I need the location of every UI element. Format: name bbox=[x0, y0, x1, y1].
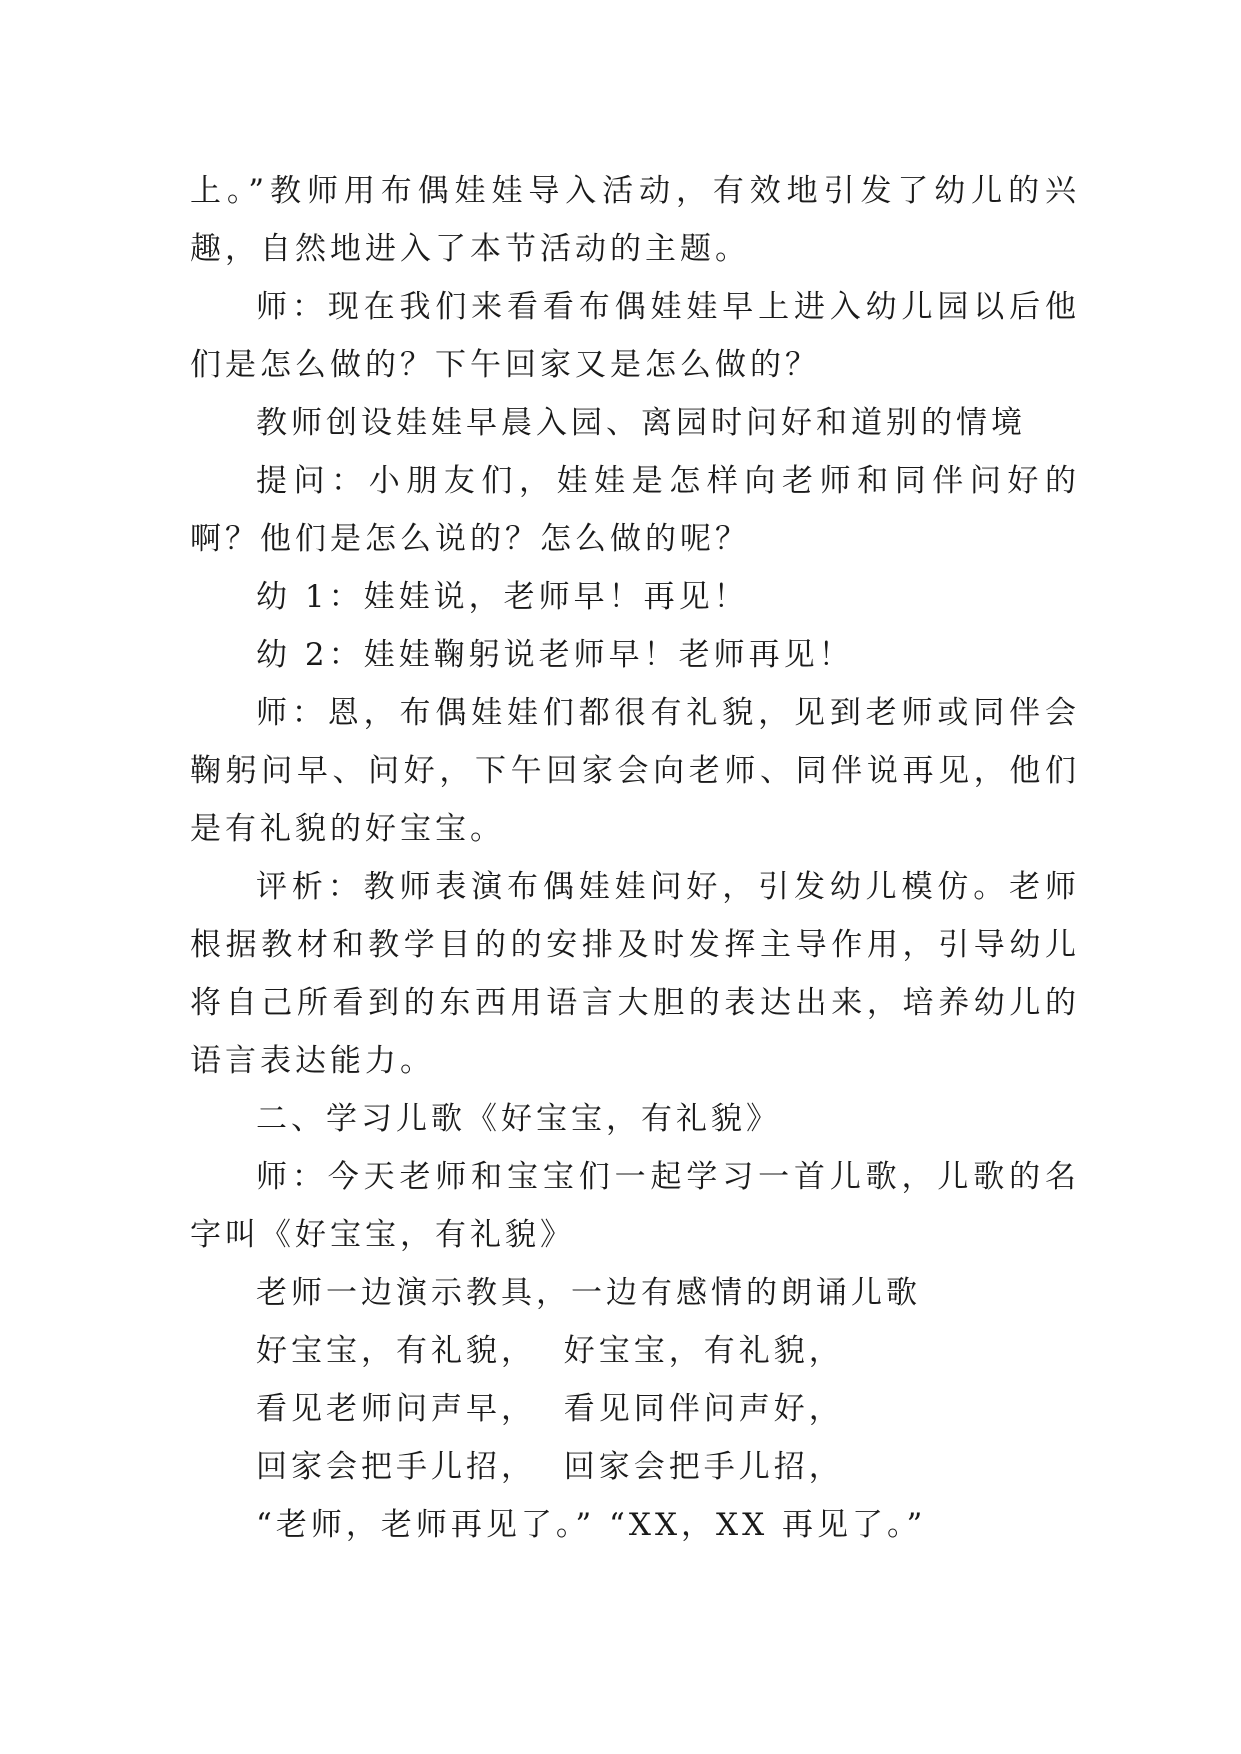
paragraph: 师：恩，布偶娃娃们都很有礼貌，见到老师或同伴会鞠躬问早、问好，下午回家会向老师、同伴说再见，他们是有礼貌的好宝宝。 bbox=[190, 695, 1080, 847]
paragraph: 提问：小朋友们，娃娃是怎样向老师和同伴问好的啊？他们是怎么说的？怎么做的呢？ bbox=[190, 463, 1080, 557]
poem-line: 回家会把手儿招， 回家会把手儿招， bbox=[256, 1449, 844, 1485]
paragraph: 评析：教师表演布偶娃娃问好，引发幼儿模仿。老师根据教材和教学目的的安排及时发挥主导作用，引导幼儿将自己所看到的东西用语言大胆的表达出来，培养幼儿的语言表达能力。 bbox=[190, 869, 1080, 1079]
paragraph: 师：现在我们来看看布偶娃娃早上进入幼儿园以后他们是怎么做的？下午回家又是怎么做的？ bbox=[190, 289, 1080, 383]
paragraph: 幼 1：娃娃说，老师早！再见！ bbox=[256, 579, 749, 615]
paragraph: 教师创设娃娃早晨入园、离园时问好和道别的情境 bbox=[256, 405, 1026, 441]
paragraph: 师：今天老师和宝宝们一起学习一首儿歌，儿歌的名字叫《好宝宝，有礼貌》 bbox=[190, 1159, 1080, 1253]
poem-line: 看见老师问声早， 看见同伴问声好， bbox=[256, 1391, 844, 1427]
paragraph: 幼 2：娃娃鞠躬说老师早！老师再见！ bbox=[256, 637, 854, 673]
poem-line: 好宝宝，有礼貌， 好宝宝，有礼貌， bbox=[256, 1333, 844, 1369]
section-heading: 二、学习儿歌《好宝宝，有礼貌》 bbox=[256, 1101, 781, 1137]
poem-line: “老师，老师再见了。” “XX，XX 再见了。” bbox=[256, 1507, 927, 1543]
document-body bbox=[190, 162, 1080, 1554]
paragraph: 老师一边演示教具，一边有感情的朗诵儿歌 bbox=[256, 1275, 921, 1311]
paragraph: 上。”教师用布偶娃娃导入活动，有效地引发了幼儿的兴趣，自然地进入了本节活动的主题。 bbox=[190, 173, 1080, 267]
